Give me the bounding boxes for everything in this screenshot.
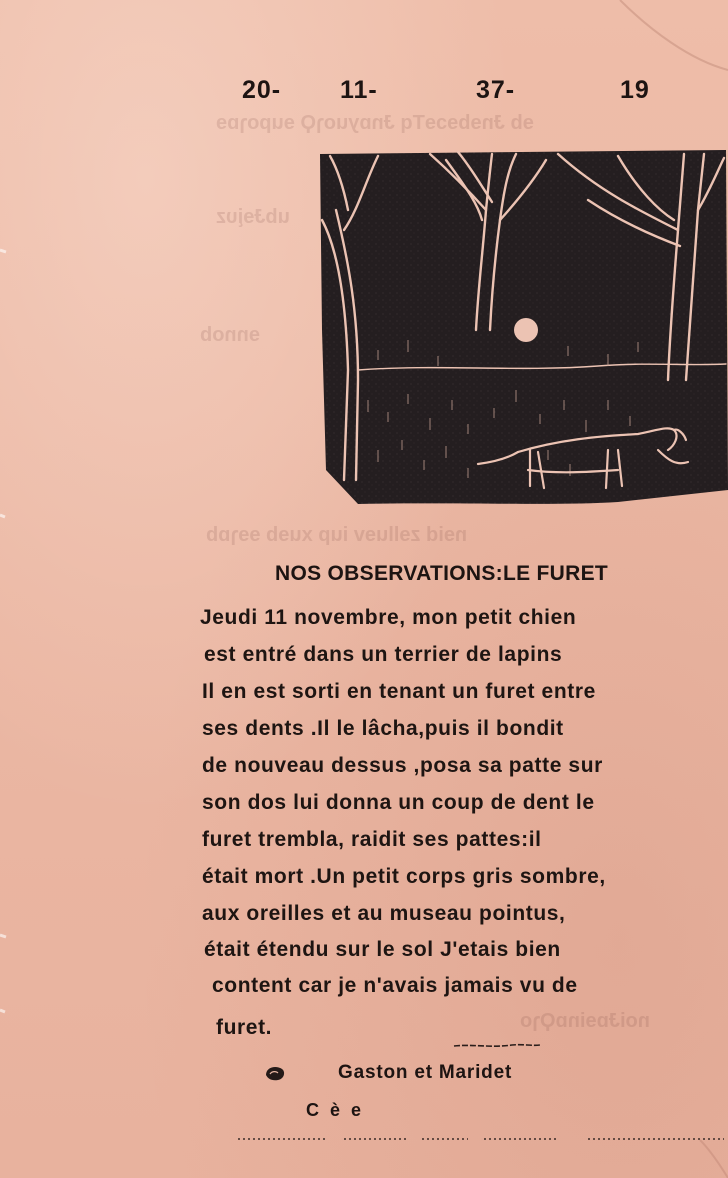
fleuron-icon (262, 1063, 288, 1083)
article-line: aux oreilles et au museau pointus, (202, 902, 566, 925)
issue-date (240, 76, 660, 116)
article-title: NOS OBSERVATIONS:LE FURET (275, 562, 609, 585)
signature-line-2: C è e (306, 1100, 365, 1120)
show-through-text: ɘnnob (200, 324, 260, 346)
article-line: son dos lui donna un coup de dent le (202, 791, 595, 814)
signature: Gaston et Maridet (338, 1062, 513, 1083)
date-day: 20- (242, 76, 282, 104)
show-through-text: nɘid zɘlluɘv iup xuɘb ɘɘɿɒb (206, 524, 468, 546)
date-month: 11- (340, 76, 378, 104)
show-through-text: noiɈɒɘinɒϘɿo (520, 1010, 650, 1032)
article-line: content car je n'avais jamais vu de (212, 974, 578, 997)
article-line: était mort .Un petit corps gris sombre, (202, 865, 606, 888)
article-line: était étendu sur le sol J'etais bien (204, 938, 561, 961)
article-line: Il en est sorti en tenant un furet entre (202, 680, 596, 703)
article-line: furet trembla, raidit ses pattes:il (202, 828, 542, 851)
page-number: 19 (620, 76, 650, 104)
date-year: 37- (476, 76, 516, 104)
show-through-text: ubɈɘįυz (216, 206, 290, 228)
article-line: ses dents .Il le lâcha,puis il bondit (202, 717, 564, 740)
article-line: est entré dans un terrier de lapins (204, 643, 563, 666)
article-line: furet. (216, 1016, 273, 1039)
perforation-line (236, 1134, 726, 1144)
article-line: de nouveau dessus ,posa sa patte sur (202, 754, 603, 777)
woodcut-ferret-forest-icon (318, 150, 728, 510)
show-through-text: ɘb ɈnɘbɘɔɘTq ɈnɒyuoɿϘ ɘupoɿɒɘ (216, 112, 534, 134)
separator-line (452, 1042, 542, 1050)
article-line: Jeudi 11 novembre, mon petit chien (200, 606, 577, 629)
